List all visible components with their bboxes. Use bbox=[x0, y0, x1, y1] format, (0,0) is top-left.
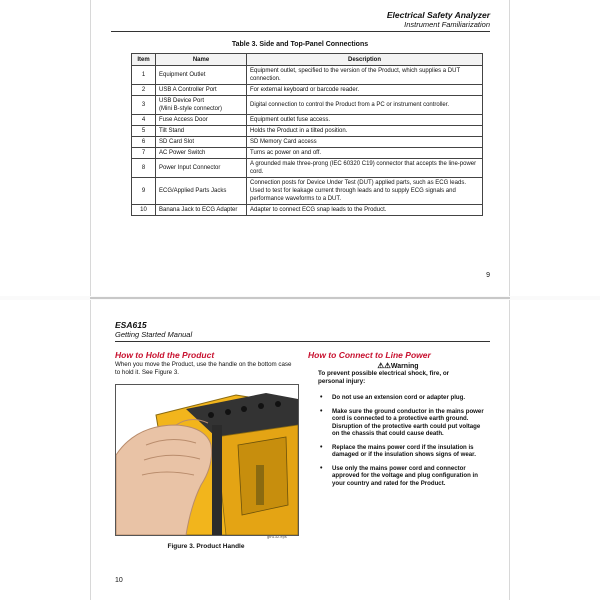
manual-page-10 bbox=[90, 300, 510, 600]
warning-intro: To prevent possible electrical shock, fire, or personal injury: bbox=[318, 370, 450, 385]
cell-name: AC Power Switch bbox=[156, 148, 247, 159]
cell-item: 7 bbox=[132, 148, 156, 159]
column-header-name: Name bbox=[156, 54, 247, 66]
cell-description: Equipment outlet, specified to the version of the Product, which supplies a DUT connection. bbox=[247, 66, 483, 85]
header-title: Electrical Safety Analyzer bbox=[386, 10, 490, 20]
warning-label: Warning bbox=[390, 363, 419, 370]
header-subtitle: Getting Started Manual bbox=[115, 330, 193, 339]
cell-description: Digital connection to control the Product from a PC or instrument controller. bbox=[247, 96, 483, 115]
table-row bbox=[132, 205, 483, 216]
cell-description: A grounded male three-prong (IEC 60320 C19) connector that accepts the line-power cord. bbox=[247, 159, 483, 178]
table-row bbox=[132, 115, 483, 126]
warning-item: • Make sure the ground conductor in the mains power cord is connected to a protective earth ground. Disruption of the protective earth could put voltage on the chassis that could cause death. bbox=[318, 408, 488, 438]
cell-name: Power Input Connector bbox=[156, 159, 247, 178]
cell-description: Holds the Product in a tilted position. bbox=[247, 126, 483, 137]
section-heading-hold: How to Hold the Product bbox=[115, 350, 215, 360]
table-row bbox=[132, 159, 483, 178]
cell-item: 4 bbox=[132, 115, 156, 126]
table-header-row bbox=[132, 54, 483, 66]
cell-description: For external keyboard or barcode reader. bbox=[247, 85, 483, 96]
table-row bbox=[132, 137, 483, 148]
manual-page-9 bbox=[90, 0, 510, 296]
cell-item: 8 bbox=[132, 159, 156, 178]
cell-name: Equipment Outlet bbox=[156, 66, 247, 85]
cell-item: 10 bbox=[132, 205, 156, 216]
page-header bbox=[387, 10, 490, 29]
warning-list bbox=[318, 394, 488, 493]
table-row bbox=[132, 126, 483, 137]
table-row bbox=[132, 85, 483, 96]
connections-table bbox=[131, 53, 483, 216]
header-rule bbox=[115, 341, 490, 342]
warning-item: • Replace the mains power cord if the insulation is damaged or if the insulation shows signs of wear. bbox=[318, 444, 488, 459]
figure-caption: Figure 3. Product Handle bbox=[167, 543, 245, 550]
header-rule bbox=[111, 31, 490, 32]
table-caption: Table 3. Side and Top-Panel Connections bbox=[231, 41, 369, 48]
page-number: 10 bbox=[115, 577, 123, 584]
table-row bbox=[132, 148, 483, 159]
product-handle-figure bbox=[115, 384, 299, 536]
cell-item: 9 bbox=[132, 178, 156, 205]
cell-description: Turns ac power on and off. bbox=[247, 148, 483, 159]
warning-item: • Do not use an extension cord or adapter plug. bbox=[318, 394, 488, 402]
table-row bbox=[132, 178, 483, 205]
table-row bbox=[132, 96, 483, 115]
cell-item: 1 bbox=[132, 66, 156, 85]
cell-description: Equipment outlet fuse access. bbox=[247, 115, 483, 126]
warning-triangle-icon: ⚠⚠ bbox=[377, 361, 391, 370]
cell-description: Connection posts for Device Under Test (DUT) applied parts, such as ECG leads. Used to test for leakage current through leads and to supply ECG signals and performance waveforms to a DUT. bbox=[247, 178, 483, 205]
cell-item: 6 bbox=[132, 137, 156, 148]
cell-item: 3 bbox=[132, 96, 156, 115]
cell-name: USB Device Port (Mini B-style connector) bbox=[156, 96, 247, 115]
column-header-description: Description bbox=[247, 54, 483, 66]
page-header bbox=[115, 320, 192, 339]
header-title: ESA615 bbox=[115, 320, 147, 330]
figure-code: gtn132.eps bbox=[267, 534, 287, 539]
product-handle-illustration bbox=[116, 385, 298, 535]
cell-item: 2 bbox=[132, 85, 156, 96]
warning-title bbox=[318, 361, 478, 370]
cell-name: Tilt Stand bbox=[156, 126, 247, 137]
warning-item: • Use only the mains power cord and connector approved for the voltage and plug configuration in your country and rated for the Product. bbox=[318, 465, 488, 488]
table-row bbox=[132, 66, 483, 85]
cell-name: ECG/Applied Parts Jacks bbox=[156, 178, 247, 205]
section-heading-line-power: How to Connect to Line Power bbox=[308, 350, 431, 360]
cell-name: Fuse Access Door bbox=[156, 115, 247, 126]
cell-item: 5 bbox=[132, 126, 156, 137]
column-header-item: Item bbox=[132, 54, 156, 66]
cell-description: Adapter to connect ECG snap leads to the Product. bbox=[247, 205, 483, 216]
cell-name: Banana Jack to ECG Adapter bbox=[156, 205, 247, 216]
hold-instructions: When you move the Product, use the handle on the bottom case to hold it. See Figure 3. bbox=[115, 361, 292, 376]
header-subtitle: Instrument Familiarization bbox=[404, 20, 490, 29]
cell-name: USB A Controller Port bbox=[156, 85, 247, 96]
cell-name: SD Card Slot bbox=[156, 137, 247, 148]
page-number: 9 bbox=[486, 272, 490, 279]
cell-description: SD Memory Card access bbox=[247, 137, 483, 148]
